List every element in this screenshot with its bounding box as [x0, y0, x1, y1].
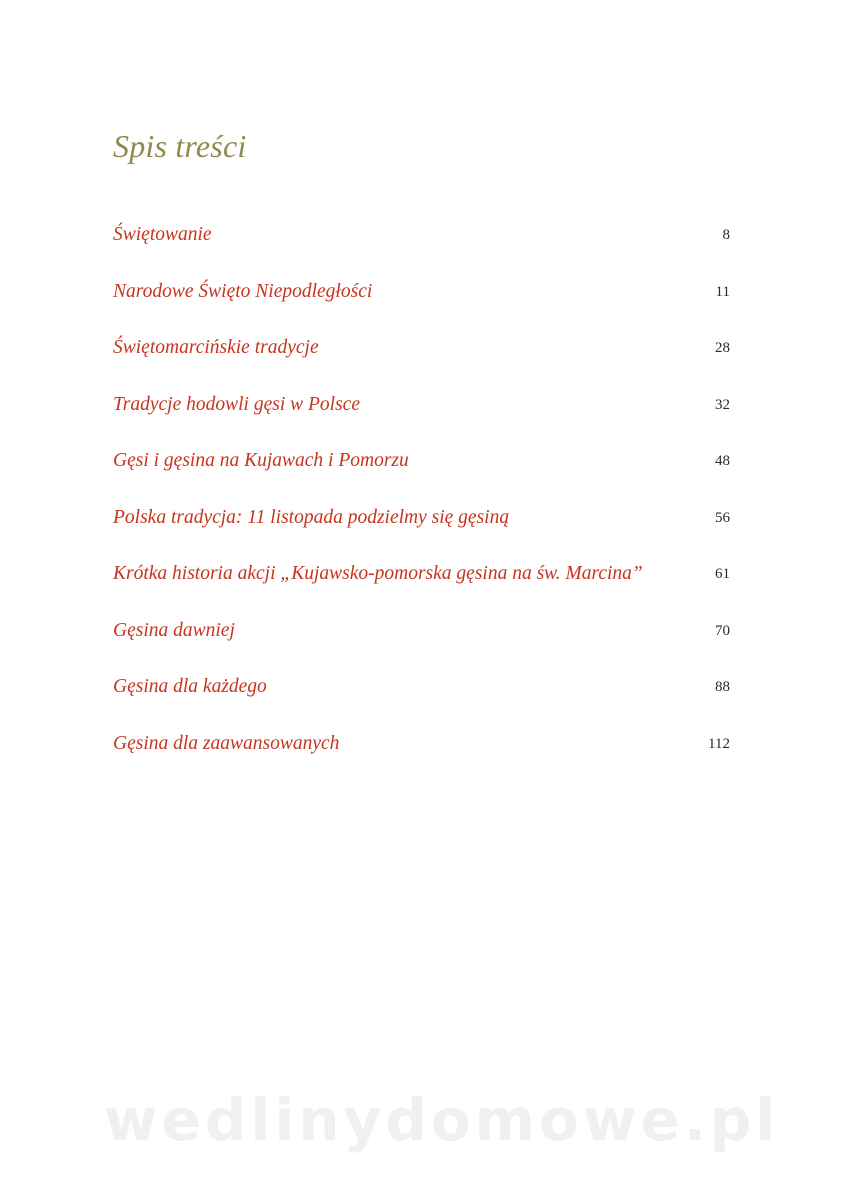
toc-entry-title: Gęsina dawniej — [113, 619, 235, 641]
toc-entry-gesina-dawniej[interactable] — [113, 616, 733, 673]
toc-entry-page-number: 11 — [715, 283, 730, 300]
toc-entry-swietomarcinskie-tradycje[interactable] — [113, 333, 733, 390]
toc-entry-narodowe-swieto[interactable] — [113, 277, 733, 334]
toc-entry-gesina-dla-kazdego[interactable] — [113, 672, 733, 729]
toc-entry-title: Gęsi i gęsina na Kujawach i Pomorzu — [113, 450, 409, 471]
toc-entry-title: Narodowe Święto Niepodległości — [113, 280, 373, 302]
toc-entry-page-number: 70 — [715, 622, 730, 639]
toc-entry-page-number: 56 — [715, 509, 730, 526]
toc-heading: Spis treści — [113, 128, 247, 164]
toc-list — [113, 220, 733, 785]
toc-entry-page-number: 48 — [715, 453, 730, 469]
toc-entry-page-number: 8 — [722, 227, 730, 243]
toc-entry-krotka-historia[interactable] — [113, 559, 733, 616]
toc-entry-gesi-na-kujawach[interactable] — [113, 446, 733, 503]
toc-entry-gesina-dla-zaawansowanych[interactable] — [113, 729, 733, 786]
toc-entry-title: Gęsina dla zaawansowanych — [113, 732, 340, 754]
toc-entry-title: Polska tradycja: 11 listopada podzielmy się gęsiną — [113, 506, 510, 528]
toc-entry-page-number: 61 — [715, 566, 730, 582]
toc-entry-swietowanie[interactable] — [113, 220, 733, 277]
toc-entry-title: Gęsina dla każdego — [113, 676, 267, 697]
toc-entry-page-number: 32 — [715, 396, 730, 413]
toc-entry-page-number: 28 — [715, 340, 730, 356]
toc-entry-page-number: 112 — [708, 735, 730, 752]
toc-entry-page-number: 88 — [715, 679, 730, 695]
watermark: wedlinydomowe.pl — [104, 1086, 780, 1154]
toc-entry-title: Krótka historia akcji „Kujawsko-pomorska gęsina na św. Marcina” — [113, 563, 643, 584]
toc-entry-tradycje-hodowli[interactable] — [113, 390, 733, 447]
toc-entry-polska-tradycja[interactable] — [113, 503, 733, 560]
toc-entry-title: Świętomarcińskie tradycje — [113, 337, 319, 358]
toc-entry-title: Tradycje hodowli gęsi w Polsce — [113, 393, 360, 415]
toc-entry-title: Świętowanie — [113, 224, 212, 245]
